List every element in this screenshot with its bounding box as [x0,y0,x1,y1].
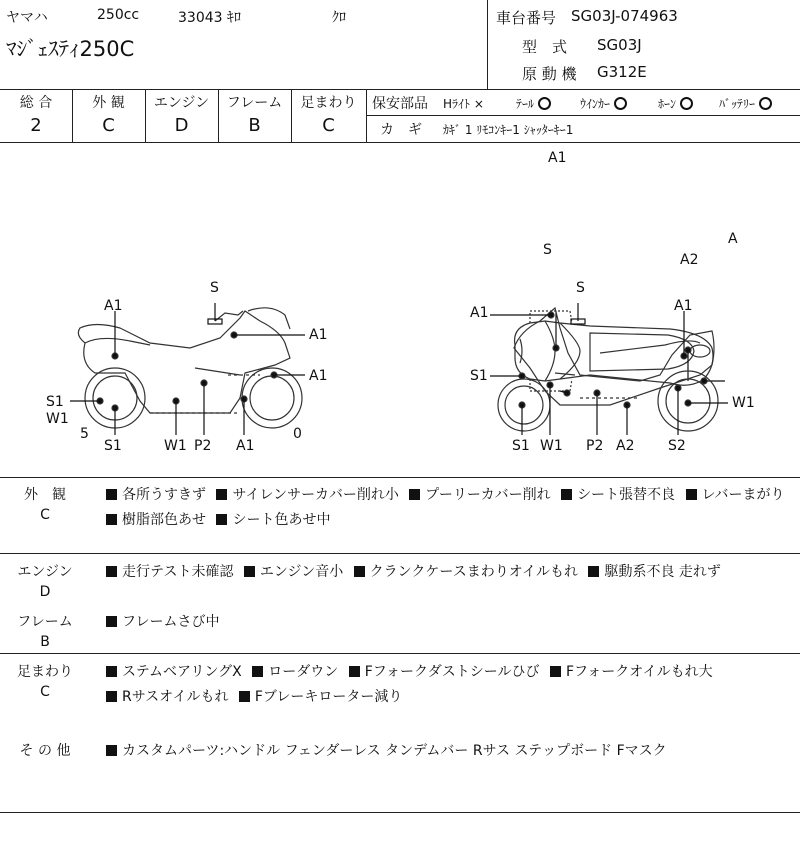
detail-grade-engine: D [39,584,51,600]
damage-code: S [576,280,585,296]
divider [0,653,800,654]
grade-frame: B [248,115,261,136]
mileage: 33043 ｷﾛ [178,10,241,26]
bullet-square-icon [686,489,697,500]
bullet-square-icon [106,489,117,500]
divider [0,553,800,554]
grade-header-frame: フレーム [226,95,283,111]
damage-code: S1 [470,368,488,384]
detail-line: ステムベアリングX ローダウン Fフォークダストシールひび Fフォークオイルもれ大 [106,661,713,681]
bullet-square-icon [239,691,250,702]
top-view-scooter [515,311,725,396]
damage-code: A1 [236,438,255,454]
bullet-square-icon [106,666,117,677]
bullet-square-icon [106,691,117,702]
grade-appearance: C [102,115,115,136]
damage-code: 5 [80,426,89,442]
detail-label-other: そ の 他 [19,743,71,759]
divider [366,89,367,142]
damage-code: A1 [674,298,693,314]
chassis-value: SG03J-074963 [571,7,678,25]
damage-code: A1 [548,150,567,166]
damage-code: W1 [46,411,69,427]
bullet-square-icon [106,566,117,577]
damage-code: A1 [309,327,328,343]
chassis-label: 車台番号 [496,9,557,27]
detail-label-frame: フレーム [17,614,73,630]
grade-header-engine: エンジン [153,95,210,111]
damage-code: S2 [668,438,686,454]
bullet-square-icon [354,566,365,577]
damage-code: 0 [293,426,302,442]
grade-header-overall: 総 合 [19,95,53,111]
safety-winker: ｳｲﾝｶｰ [580,95,627,112]
damage-code: A1 [104,298,123,314]
safety-tail: ﾃｰﾙ [516,95,551,112]
damage-code: A2 [616,438,635,454]
maker: ヤマハ [6,10,48,26]
bullet-square-icon [106,745,117,756]
damage-code: P2 [194,438,212,454]
ok-circle-icon [538,97,551,110]
damage-code: W1 [540,438,563,454]
key-value: ｶｷﾞ 1 ﾘﾓｺﾝｷｰ1 ｼｬｯﾀｰｷｰ1 [443,123,574,137]
damage-code: S [210,280,219,296]
damage-code: A2 [680,252,699,268]
grade-overall: 2 [30,115,42,136]
detail-grade-appearance: C [40,507,50,523]
detail-line: 走行テスト未確認 エンジン音小 クランクケースまわりオイルもれ 駆動系不良 走れず [106,561,721,581]
detail-line: 各所うすきず サイレンサーカバー削れ小 プーリーカバー削れ シート張替不良 レバーまがり [106,484,785,504]
detail-line: カスタムパーツ:ハンドル フェンダーレス タンデムバー Rサス ステップボード Fマスク [106,740,667,760]
type-value: SG03J [597,36,642,54]
detail-line: フレームさび中 [106,611,219,631]
ok-circle-icon [680,97,693,110]
divider [487,0,488,89]
damage-code: W1 [164,438,187,454]
divider [0,812,800,813]
safety-label: 保安部品 [372,96,428,112]
detail-grade-suspension: C [40,684,50,700]
safety-horn: ﾎｰﾝ [658,95,693,112]
grade-header-suspension: 足まわり [300,95,357,111]
grade-engine: D [174,115,189,136]
right-side-scooter [490,303,728,435]
engine-value: G312E [597,63,647,81]
bullet-square-icon [106,514,117,525]
bullet-square-icon [216,489,227,500]
model-name: ﾏｼﾞｪｽﾃｨ250C [6,37,135,61]
bullet-square-icon [216,514,227,525]
bullet-square-icon [244,566,255,577]
damage-code: A1 [309,368,328,384]
damage-code: P2 [586,438,604,454]
divider [366,115,800,116]
damage-code: A [728,231,738,247]
key-label: カ ギ [380,122,422,138]
left-side-scooter [70,303,305,435]
damage-code: S1 [512,438,530,454]
damage-code: S1 [104,438,122,454]
color: ｸﾛ [332,10,346,26]
detail-label-suspension: 足まわり [17,664,73,680]
engine-label: 原 動 機 [522,65,577,83]
bullet-square-icon [106,616,117,627]
bullet-square-icon [550,666,561,677]
detail-label-appearance: 外 観 [24,487,66,503]
ok-circle-icon [614,97,627,110]
bullet-square-icon [252,666,263,677]
type-label: 型 式 [522,38,568,56]
detail-line: 樹脂部色あせ シート色あせ中 [106,509,330,529]
grade-suspension: C [322,115,335,136]
bullet-square-icon [588,566,599,577]
safety-headlight: Hﾗｲﾄ × [443,97,484,111]
ok-circle-icon [759,97,772,110]
bullet-square-icon [409,489,420,500]
divider [0,89,800,90]
bullet-square-icon [561,489,572,500]
displacement: 250cc [97,7,140,23]
detail-label-engine: エンジン [17,564,73,580]
divider [0,477,800,478]
detail-line: Rサスオイルもれ Fブレーキローター減り [106,686,402,706]
damage-code: S [543,242,552,258]
bullet-square-icon [349,666,360,677]
detail-grade-frame: B [40,634,50,650]
damage-code: A1 [470,305,489,321]
damage-code: S1 [46,394,64,410]
safety-battery: ﾊﾞｯﾃﾘｰ [719,95,772,112]
damage-code: W1 [732,395,755,411]
grade-header-appearance: 外 観 [92,95,125,111]
